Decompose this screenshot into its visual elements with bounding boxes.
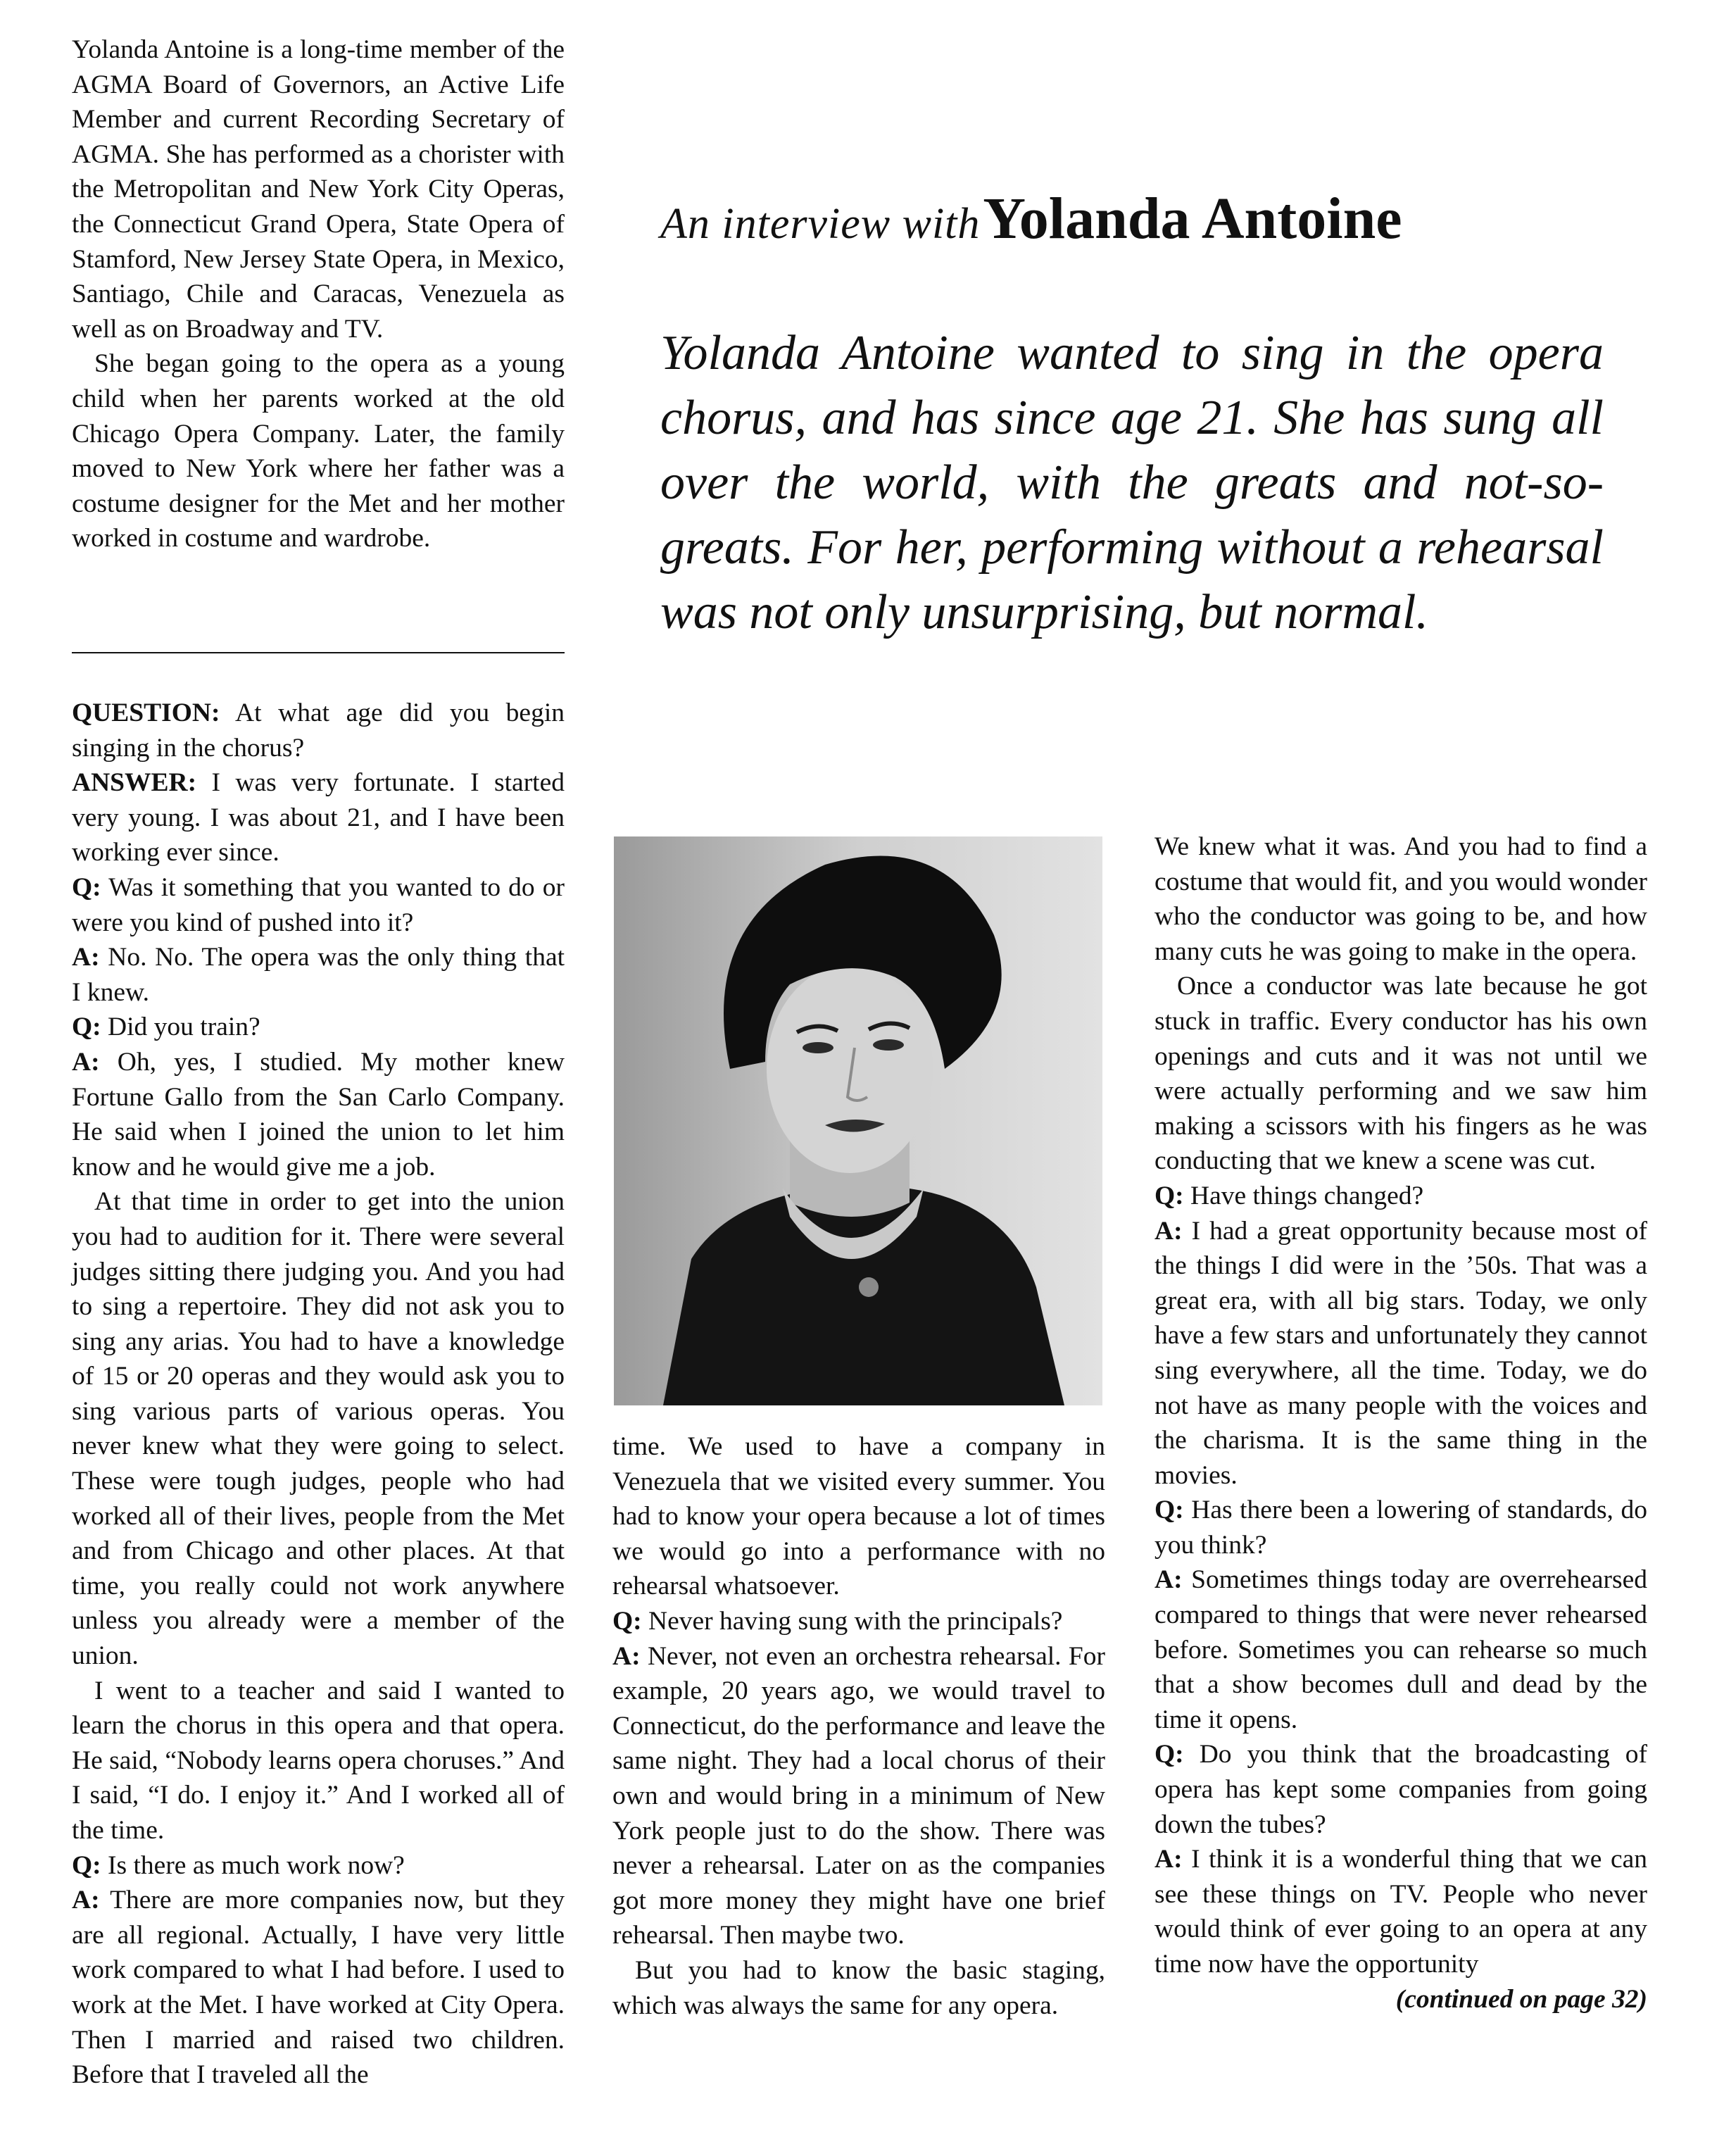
body-paragraph: time. We used to have a company in Venezuela that we visited every summer. You had to know your opera because a lot of times we would go into a performance with no rehearsal whatsoever. [612, 1432, 1105, 1601]
bio-column [72, 32, 565, 556]
bio-paragraph: Yolanda Antoine is a long-time member of the AGMA Board of Governors, an Active Life Member and current Recording Secretary of AGMA. She has performed as a chorister with the Metropolitan and New York City Operas, the Connecticut Grand Opera, State Opera of Stamford, New Jersey State Opera, in Mexico, Santiago, Chile and Caracas, Venezuela as well as on Broadway and TV. [72, 35, 565, 344]
deck-summary: Yolanda Antoine wanted to sing in the opera chorus, and has since age 21. She has sung all over the world, with the greats and not-so-greats. For her, performing without a rehearsal was not only unsurprising, but normal. [660, 326, 1604, 639]
q-label: Q: [72, 872, 101, 902]
body-paragraph: At that time in order to get into the union you had to audition for it. There were several judges sitting there judging you. And you had to sing a repertoire. They did not ask you to sing any arias. You had to have a knowledge of 15 or 20 operas and they would ask you to sing various parts of various operas. You never knew what they were going to select. These were tough judges, people who had worked all of their lives, people from the Met and from Chicago and other places. At that time, you really could not work anywhere unless you already were a member of the union. [72, 1187, 565, 1671]
question-text: Did you train? [108, 1013, 260, 1042]
answer-text: I think it is a wonderful thing that we can see these things on TV. People who never would think of ever going to an opera at any time now have the opportunity [1154, 1845, 1647, 1979]
question-text: Is there as much work now? [108, 1850, 405, 1880]
interview-column-3 [1154, 829, 1647, 2017]
q-label: Q: [1154, 1496, 1184, 1525]
answer-text: Sometimes things today are overrehearsed compared to things that were never rehearsed before. Sometimes you can rehearse so much that a show becomes dull and dead by the time it opens. [1154, 1565, 1647, 1734]
q-label: Q: [72, 1013, 101, 1042]
question-text: Has there been a lowering of standards, do you think? [1154, 1496, 1647, 1560]
interview-column-2 [612, 1429, 1105, 2023]
headline [660, 184, 1660, 253]
headline-prefix: An interview with [660, 200, 981, 248]
a-label: A: [72, 1047, 100, 1077]
answer-text: I had a great opportunity because most of the things I did were in the ’50s. That was a great era, with all big stars. Today, we only have a few stars and unfortunately they cannot sing everywhere, all the time. Today, we do not have as many people with the voices and the charisma. It is the same thing in the movies. [1154, 1216, 1647, 1490]
question-text: Have things changed? [1190, 1181, 1424, 1210]
bio-paragraph: She began going to the opera as a young child when her parents worked at the old Chicago Opera Company. Later, the family moved to New York where her father was a costume designer for the Met and her mother worked in costume and wardrobe. [72, 349, 565, 553]
answer-text: Oh, yes, I studied. My mother knew Fortune Gallo from the San Carlo Company. He said when I joined the union to let him know and he would give me a job. [72, 1047, 565, 1182]
headline-name: Yolanda Antoine [983, 186, 1402, 251]
portrait-photo [614, 836, 1102, 1405]
answer-text: No. No. The opera was the only thing that I knew. [72, 943, 565, 1007]
body-paragraph: We knew what it was. And you had to find a costume that would fit, and you would wonder who the conductor was going to be, and how many cuts he was going to make in the opera. [1154, 832, 1647, 966]
a-label: A: [72, 1886, 100, 1915]
answer-text: I was very fortunate. I started very young. I was about 21, and I have been working ever since. [72, 768, 565, 867]
a-label: A: [612, 1641, 641, 1671]
body-paragraph: Once a conductor was late because he got stuck in traffic. Every conductor has his own openings and cuts and it was not until we were actually performing and we saw him making a scissors with his fingers as he was conducting that we knew a scene was cut. [1154, 972, 1647, 1176]
answer-text: There are more companies now, but they are all regional. Actually, I have very little work compared to what I had before. I used to work at the Met. I have worked at City Opera. Then I married and raised two children. Before that I traveled all the [72, 1886, 565, 2090]
question-text: Was it something that you wanted to do or were you kind of pushed into it? [72, 872, 565, 937]
q-label: Q: [612, 1606, 642, 1636]
continued-note: (continued on page 32) [1395, 1984, 1647, 2014]
answer-text: Never, not even an orchestra rehearsal. For example, 20 years ago, we would travel to Connecticut, do the performance and leave the same night. They had a local chorus of their own and would bring in a minimum of New York people just to do the show. There was never a rehearsal. Later on as the companies got more money they might have one brief rehearsal. Then maybe two. [612, 1641, 1105, 1950]
body-paragraph: I went to a teacher and said I wanted to learn the chorus in this opera and that opera. He said, “Nobody learns opera choruses.” And I said, “I do. I enjoy it.” And I worked all of the time. [72, 1676, 565, 1845]
divider-rule [72, 652, 565, 653]
question-text: Never having sung with the principals? [648, 1606, 1063, 1636]
a-label: A: [1154, 1845, 1183, 1874]
answer-label: ANSWER: [72, 768, 197, 798]
q-label: Q: [1154, 1181, 1184, 1210]
a-label: A: [72, 943, 100, 972]
q-label: Q: [72, 1850, 101, 1880]
interview-column-1 [72, 696, 565, 2093]
question-text: At what age did you begin singing in the chorus? [72, 698, 565, 763]
portrait-illustration [614, 836, 1102, 1405]
question-text: Do you think that the broadcasting of opera has kept some companies from going down the tubes? [1154, 1740, 1647, 1839]
a-label: A: [1154, 1565, 1183, 1595]
a-label: A: [1154, 1216, 1183, 1246]
q-label: Q: [1154, 1740, 1184, 1769]
body-paragraph: But you had to know the basic staging, which was always the same for any opera. [612, 1955, 1105, 2020]
question-label: QUESTION: [72, 698, 220, 727]
